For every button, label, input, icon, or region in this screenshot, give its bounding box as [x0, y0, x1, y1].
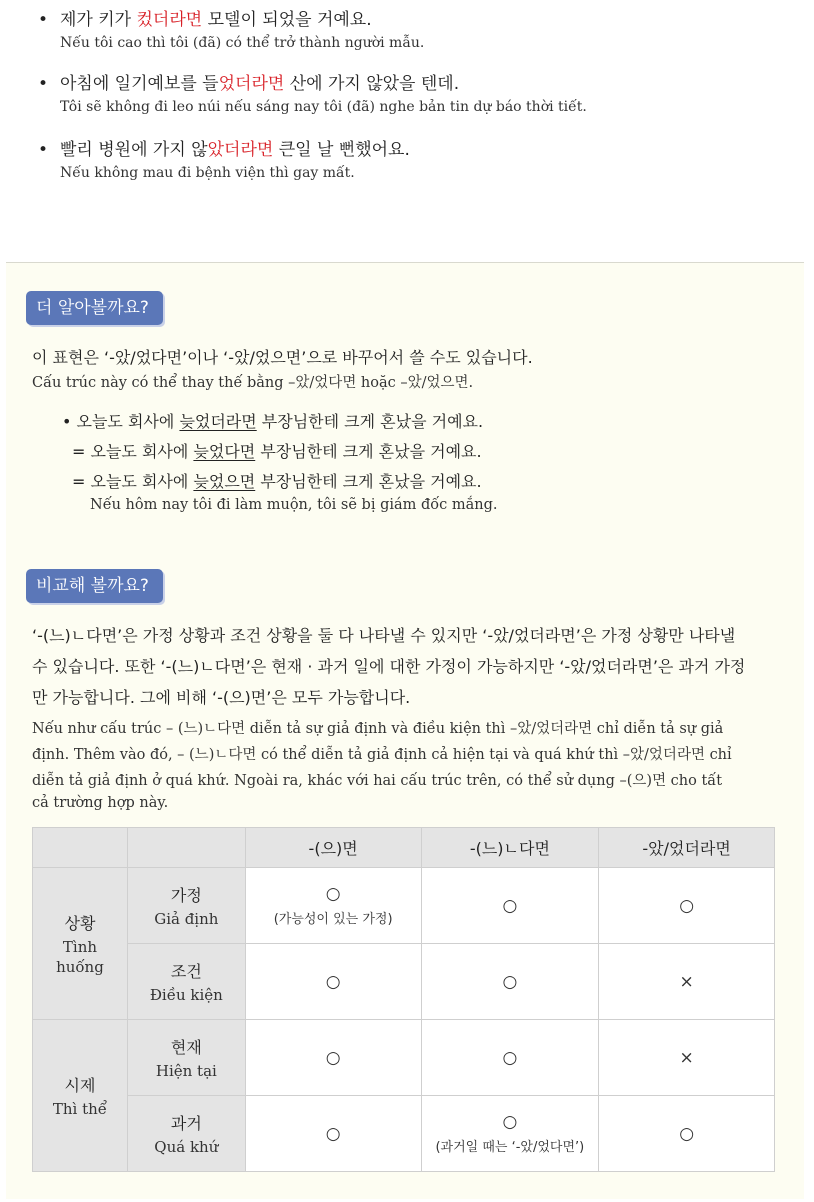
group-situation: 상황 Tình huống — [33, 868, 128, 1020]
example-korean: • 아침에 일기예보를 들었더라면 산에 가지 않았을 텐데. — [38, 74, 460, 94]
example-korean: • 빨리 병원에 가지 않았더라면 큰일 날 뻔했어요. — [38, 140, 410, 160]
table-corner — [127, 828, 245, 868]
learn-more-intro: 이 표현은 ‘-았/었다면’이나 ‘-았/었으면’으로 바꾸어서 쓸 수도 있습니다. — [32, 348, 533, 367]
learn-more-example-3: = 오늘도 회사에 늦었으면 부장님한테 크게 혼났을 거예요. — [72, 472, 482, 491]
highlight-ending: 었더라면 — [218, 74, 285, 94]
table-cell: ○ — [599, 1096, 775, 1172]
row-label: 가정 Giả định — [127, 868, 245, 944]
example-translation: Nếu không mau đi bệnh viện thì gay mất. — [60, 165, 355, 181]
table-row — [33, 944, 775, 1020]
table-cell: ○ — [245, 1096, 421, 1172]
table-cell: ○ (과거일 때는 ‘-았/었다면’) — [421, 1096, 599, 1172]
compare-translation-line: diễn tả giả định ở quá khứ. Ngoài ra, khác với hai cấu trúc trên, có thể sử dụng –(으)면 cho tất — [32, 773, 723, 789]
learn-more-example-2: = 오늘도 회사에 늦었다면 부장님한테 크게 혼났을 거예요. — [72, 442, 482, 461]
compare-text-line: 만 가능합니다. 그에 비해 ‘-(으)면’은 모두 가능합니다. — [32, 688, 411, 707]
example-translation: Nếu tôi cao thì tôi (đã) có thể trở thành người mẫu. — [60, 35, 425, 51]
table-cell: ○ — [421, 868, 599, 944]
example-korean: • 제가 키가 컸더라면 모델이 되었을 거예요. — [38, 10, 372, 30]
column-header: -(으)면 — [245, 828, 421, 868]
group-tense: 시제 Thì thể — [33, 1020, 128, 1172]
compare-translation-line: Nếu như cấu trúc – (느)ㄴ다면 diễn tả sự giả định và điều kiện thì –았/었더라면 chỉ diễn tả sự giả — [32, 721, 724, 737]
example-1 — [38, 8, 424, 51]
column-header: -(느)ㄴ다면 — [421, 828, 599, 868]
compare-translation-line: định. Thêm vào đó, – (느)ㄴ다면 có thể diễn tả giả định cả hiện tại và quá khứ thì –았/었더라면 chỉ — [32, 747, 732, 763]
table-cell: ○ — [421, 1020, 599, 1096]
table-row — [33, 868, 775, 944]
table-cell: ○ — [245, 944, 421, 1020]
row-label: 과거 Quá khứ — [127, 1096, 245, 1172]
comparison-table — [32, 827, 775, 1172]
example-3 — [38, 138, 410, 181]
learn-more-tag: 더 알아볼까요? — [26, 291, 163, 325]
table-corner — [33, 828, 128, 868]
compare-text-line: 수 있습니다. 또한 ‘-(느)ㄴ다면’은 현재 · 과거 일에 대한 가정이 가능하지만 ‘-았/었더라면’은 과거 가정 — [32, 657, 746, 676]
row-label: 현재 Hiện tại — [127, 1020, 245, 1096]
row-label: 조건 Điều kiện — [127, 944, 245, 1020]
learn-more-translation: Nếu hôm nay tôi đi làm muộn, tôi sẽ bị giám đốc mắng. — [90, 497, 498, 513]
column-header: -았/었더라면 — [599, 828, 775, 868]
table-cell: ○ — [599, 868, 775, 944]
table-cell: ○ — [245, 1020, 421, 1096]
examples-section — [0, 0, 814, 258]
table-cell: ○ (가능성이 있는 가정) — [245, 868, 421, 944]
table-row — [33, 1096, 775, 1172]
table-header-row — [33, 828, 775, 868]
compare-tag: 비교해 볼까요? — [26, 569, 163, 603]
compare-translation-line: cả trường hợp này. — [32, 795, 169, 811]
learn-more-intro-translation: Cấu trúc này có thể thay thế bằng –았/었다면 hoặc –았/었으면. — [32, 375, 474, 391]
example-translation: Tôi sẽ không đi leo núi nếu sáng nay tôi (đã) nghe bản tin dự báo thời tiết. — [60, 99, 587, 115]
grammar-note-panel — [6, 262, 804, 1199]
table-cell: ○ — [421, 944, 599, 1020]
table-cell: × — [599, 1020, 775, 1096]
highlight-ending: 컸더라면 — [136, 10, 203, 30]
example-2 — [38, 72, 587, 115]
highlight-ending: 았더라면 — [207, 140, 274, 160]
table-row — [33, 1020, 775, 1096]
table-cell: × — [599, 944, 775, 1020]
compare-text-line: ‘-(느)ㄴ다면’은 가정 상황과 조건 상황을 둘 다 나타낼 수 있지만 ‘-았/었더라면’은 가정 상황만 나타낼 — [32, 626, 736, 645]
learn-more-example-1: • 오늘도 회사에 늦었더라면 부장님한테 크게 혼났을 거예요. — [62, 412, 484, 431]
